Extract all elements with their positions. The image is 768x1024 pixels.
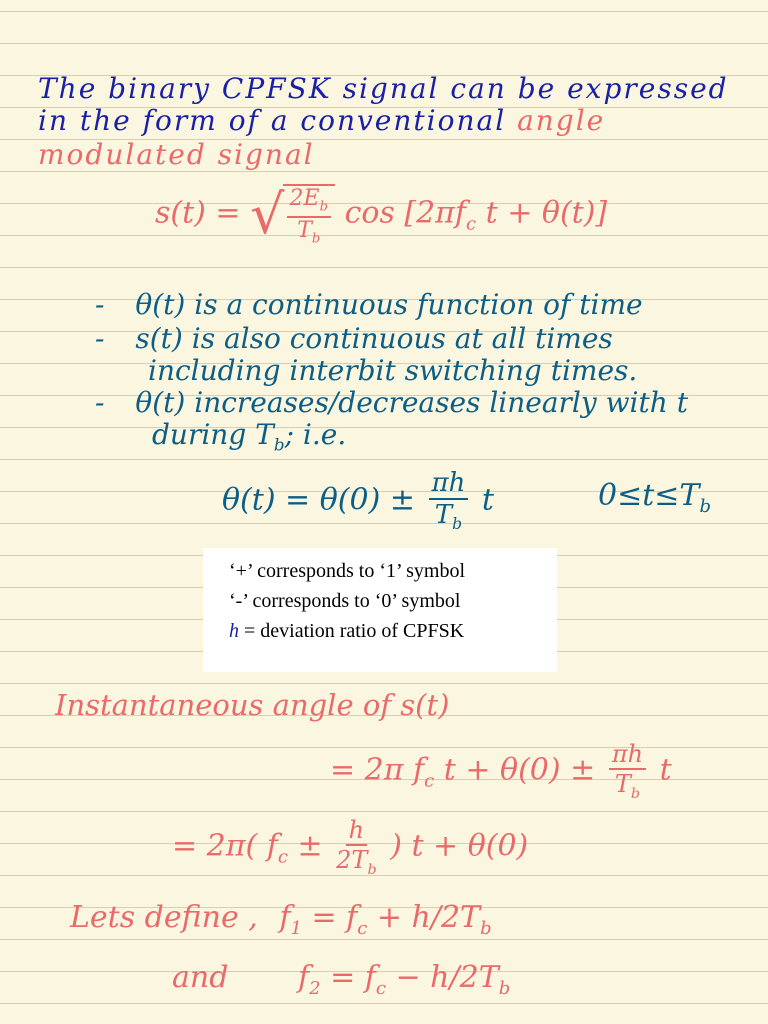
define-f2-rhs-sub: c bbox=[375, 978, 386, 999]
eq2-lhs: θ(t) = θ(0) ± bbox=[222, 482, 415, 518]
define-f2-sub: 2 bbox=[309, 978, 321, 999]
inst-eq1-num: πh bbox=[609, 742, 646, 770]
bullet-3 bbox=[95, 386, 688, 419]
inst-eq2-prefix: = 2π( f bbox=[172, 828, 278, 864]
eq1-rhs-sub: c bbox=[465, 213, 477, 235]
inst-eq1-after: t bbox=[659, 752, 672, 788]
eq1-sqrt-num-sub: b bbox=[319, 199, 329, 215]
define-f1-rhs: = f bbox=[311, 900, 358, 935]
instantaneous-eq-1 bbox=[330, 742, 672, 801]
inst-eq1-mid: t + θ(0) ± bbox=[443, 752, 596, 788]
note-h-symbol: h bbox=[229, 620, 239, 642]
inst-eq1-den-sub: b bbox=[630, 785, 641, 802]
eq1-sqrt-num: 2E bbox=[289, 186, 320, 211]
equation-theta-range bbox=[598, 478, 711, 517]
eq1-lhs: s(t) = bbox=[155, 195, 241, 231]
define-line-2 bbox=[172, 960, 510, 999]
equation-signal bbox=[155, 184, 607, 245]
define-and: and bbox=[172, 960, 229, 995]
sqrt-symbol: √ bbox=[250, 182, 285, 246]
define-f2: f bbox=[297, 960, 310, 995]
note-line-2: ‘-’ corresponds to ‘0’ symbol bbox=[229, 590, 461, 612]
intro-line-3: modulated signal bbox=[38, 138, 315, 171]
bullet-2 bbox=[95, 322, 613, 355]
eq2-range-sub: b bbox=[699, 496, 711, 517]
define-f1-tail: + h/2T bbox=[376, 900, 481, 935]
eq1-rhs-tail: t + θ(t)] bbox=[485, 195, 608, 231]
note-box bbox=[203, 548, 557, 672]
define-line-1 bbox=[70, 900, 492, 939]
bullet-1 bbox=[95, 288, 643, 321]
inst-eq2-pm: ± bbox=[297, 828, 323, 864]
instantaneous-heading: Instantaneous angle of s(t) bbox=[55, 688, 450, 722]
bullet-2-continued: including interbit switching times. bbox=[148, 354, 638, 387]
inst-eq1-prefix: = 2π f bbox=[330, 752, 425, 788]
bullet-dash: - bbox=[95, 386, 105, 419]
bullet-3-cont-text: during T bbox=[152, 418, 274, 451]
intro-line-1: The binary CPFSK signal can be expressed bbox=[38, 72, 729, 105]
define-f1-tail-sub: b bbox=[480, 918, 492, 939]
eq1-sqrt bbox=[250, 184, 335, 245]
inst-eq1-den: T bbox=[614, 770, 631, 798]
bullet-3-cont-tail: ; i.e. bbox=[284, 418, 347, 451]
bullet-dash: - bbox=[95, 322, 105, 355]
intro-line-2-highlight: angle bbox=[517, 104, 606, 137]
note-line-3 bbox=[229, 620, 464, 643]
inst-eq2-num: h bbox=[346, 818, 367, 846]
equation-theta bbox=[222, 470, 494, 533]
note-line-1: ‘+’ corresponds to ‘1’ symbol bbox=[229, 560, 466, 582]
eq2-after: t bbox=[481, 482, 494, 518]
bullet-3-cont-sub: b bbox=[273, 434, 285, 455]
define-prefix: Lets define , bbox=[70, 900, 258, 935]
define-f2-tail-sub: b bbox=[498, 978, 511, 999]
note-line-3-text: = deviation ratio of CPFSK bbox=[239, 620, 465, 642]
define-f1: f bbox=[279, 900, 291, 935]
define-f2-rhs: = f bbox=[330, 960, 376, 995]
bullet-2-text: s(t) is also continuous at all times bbox=[135, 322, 613, 355]
bullet-3-continued bbox=[152, 418, 346, 455]
eq1-rhs: cos [2πf bbox=[344, 195, 466, 231]
eq2-den: T bbox=[434, 500, 453, 530]
instantaneous-eq-2 bbox=[172, 818, 528, 877]
eq1-sqrt-den: T bbox=[297, 217, 312, 243]
eq1-sqrt-den-sub: b bbox=[311, 230, 321, 246]
eq2-range: 0≤t≤T bbox=[598, 478, 700, 513]
inst-eq2-den: 2T bbox=[336, 846, 368, 874]
intro-line-2-text: in the form of a conventional bbox=[38, 104, 507, 137]
define-f1-sub: 1 bbox=[290, 918, 302, 939]
define-f2-tail: − h/2T bbox=[395, 960, 499, 995]
bullet-3-text: θ(t) increases/decreases linearly with t bbox=[135, 386, 688, 419]
inst-eq2-after: ) t + θ(0) bbox=[390, 828, 529, 864]
inst-eq1-sub: c bbox=[424, 770, 435, 792]
bullet-dash: - bbox=[95, 288, 105, 321]
intro-line-2 bbox=[38, 104, 605, 137]
eq2-den-sub: b bbox=[452, 515, 463, 534]
bullet-1-text: θ(t) is a continuous function of time bbox=[135, 288, 643, 321]
define-f1-rhs-sub: c bbox=[357, 918, 368, 939]
eq2-num: πh bbox=[429, 470, 469, 500]
inst-eq2-sub: c bbox=[277, 846, 288, 868]
inst-eq2-den-sub: b bbox=[367, 861, 377, 878]
